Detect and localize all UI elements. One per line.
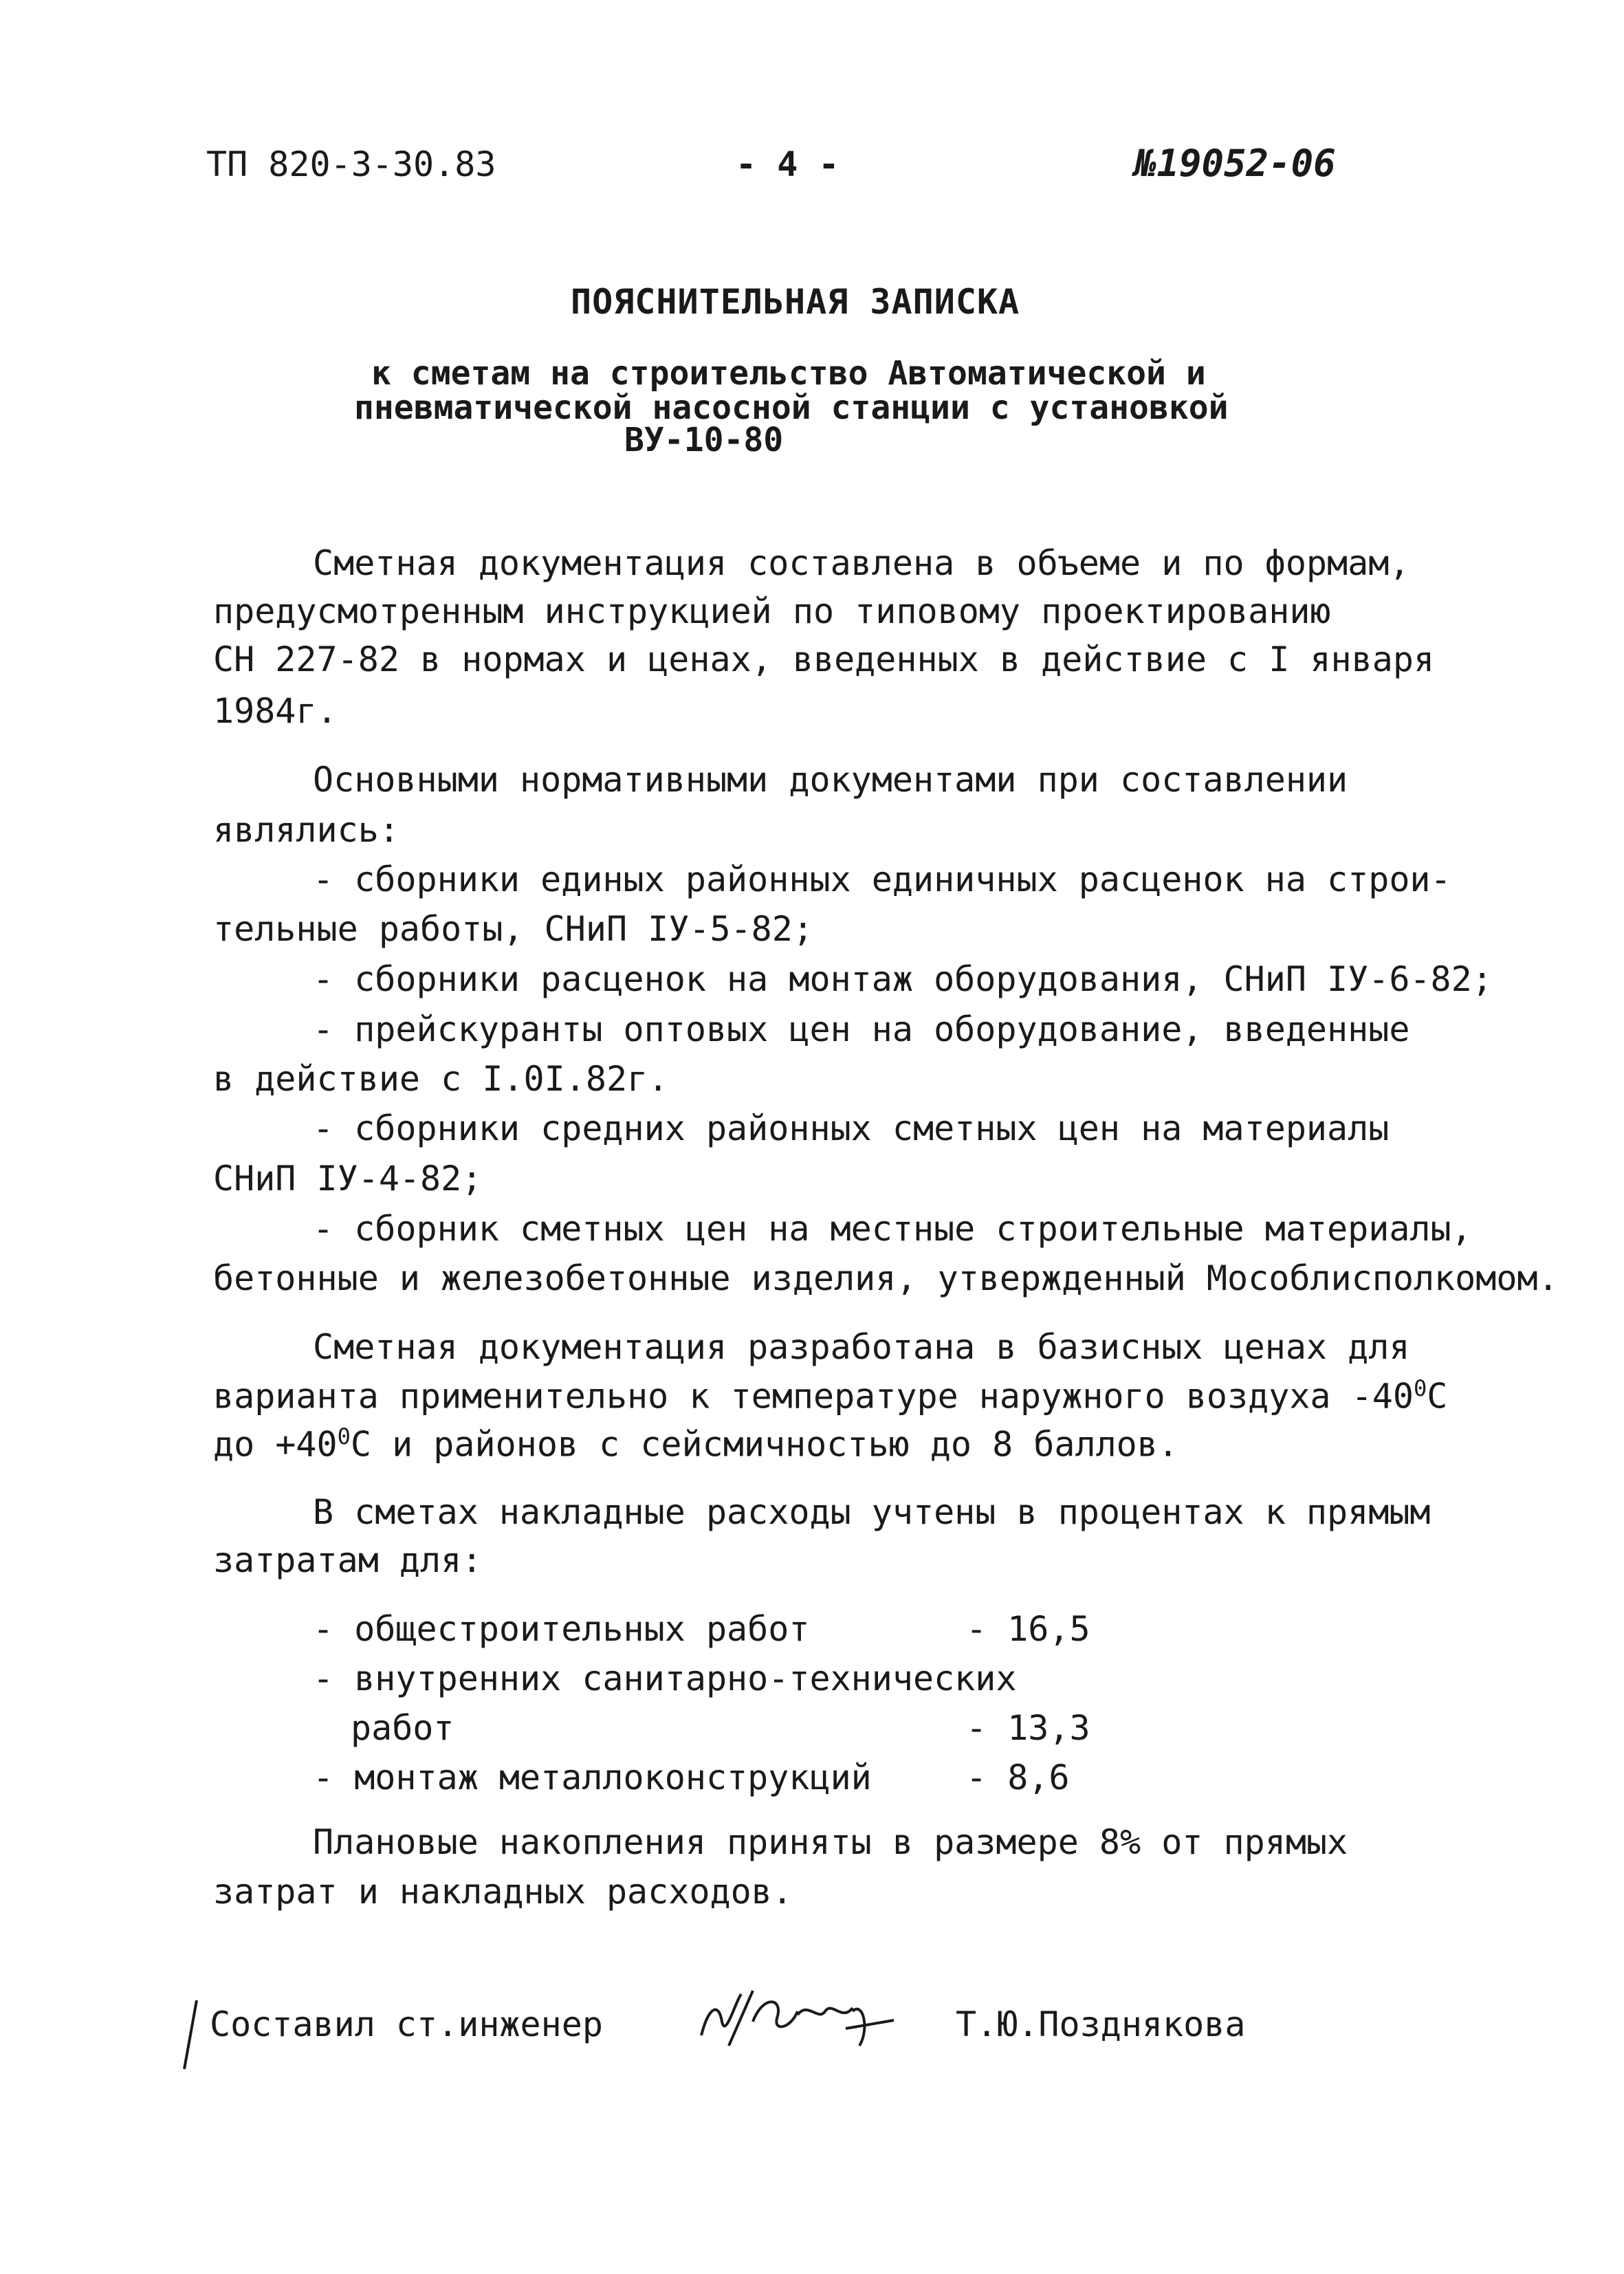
rate-value: - 13,3 <box>966 1708 1090 1748</box>
list-item: в действие с I.0I.82г. <box>213 1059 669 1099</box>
rate-label: работ <box>351 1708 454 1748</box>
rate-value: - 8,6 <box>966 1758 1070 1797</box>
p5-line-2: затрат и накладных расходов. <box>213 1872 793 1912</box>
slash-mark <box>180 1998 201 2073</box>
p4-line-1: В сметах накладные расходы учтены в процентах к прямым <box>313 1492 1431 1532</box>
p4-line-2: затратам для: <box>213 1540 483 1580</box>
compiled-by-label: Составил ст.инженер <box>210 2004 603 2044</box>
page-title: ПОЯСНИТЕЛЬНАЯ ЗАПИСКА <box>571 282 1020 322</box>
inventory-number: №19052-06 <box>1134 142 1336 185</box>
rate-value: - 16,5 <box>966 1609 1090 1649</box>
p5-line-1: Плановые накопления приняты в размере 8% от прямых <box>313 1822 1348 1862</box>
p1-line-1: Сметная документация составлена в объеме и по формам, <box>313 543 1410 583</box>
rate-label: - монтаж металлоконструкций <box>313 1758 872 1797</box>
list-item: - прейскуранты оптовых цен на оборудование, введенные <box>313 1009 1410 1049</box>
rate-label: - общестроительных работ <box>313 1609 810 1649</box>
p3-line-2: варианта применительно к температуре наружного воздуха $-40^0С$ <box>213 1375 1448 1417</box>
signer-name: Т.Ю.Позднякова <box>956 2004 1246 2044</box>
subtitle-line-1: к сметам на строительство Автоматической и <box>371 354 1206 393</box>
p2-line-1: Основными нормативными документами при составлении <box>313 760 1348 800</box>
p1-line-4: 1984г. <box>213 691 338 731</box>
list-item: - сборник сметных цен на местные строительные материалы, <box>313 1209 1472 1249</box>
list-item: бетонные и железобетонные изделия, утвержденный Мособлисполкомом. <box>213 1258 1559 1298</box>
subtitle-line-2: пневматической насосной станции с установкой <box>354 389 1229 427</box>
subtitle-line-3: ВУ-10-80 <box>624 421 784 459</box>
p3-line-1: Сметная документация разработана в базисных ценах для <box>313 1327 1410 1367</box>
p1-line-3: СН 227-82 в нормах и ценах, введенных в действие с I января <box>213 639 1435 679</box>
list-item: - сборники расценок на монтаж оборудования, СНиП IУ-6-82; <box>313 959 1493 999</box>
p3-line-3: до $+40^0С$ и районов с сейсмичностью до 8 баллов. <box>213 1423 1178 1465</box>
p1-line-2: предусмотренным инструкцией по типовому проектированию <box>213 591 1331 631</box>
list-item: - сборники средних районных сметных цен на материалы <box>313 1108 1390 1148</box>
list-item: СНиП IУ-4-82; <box>213 1159 483 1199</box>
rate-label: - внутренних санитарно-технических <box>313 1659 1017 1698</box>
list-item: тельные работы, СНиП IУ-5-82; <box>213 909 813 949</box>
handwritten-signature <box>688 1980 914 2059</box>
list-item: - сборники единых районных единичных расценок на строи- <box>313 860 1451 899</box>
doc-code: ТП 820-3-30.83 <box>206 144 496 184</box>
p2-line-2: являлись: <box>213 810 399 850</box>
page-number: - 4 - <box>736 144 840 184</box>
